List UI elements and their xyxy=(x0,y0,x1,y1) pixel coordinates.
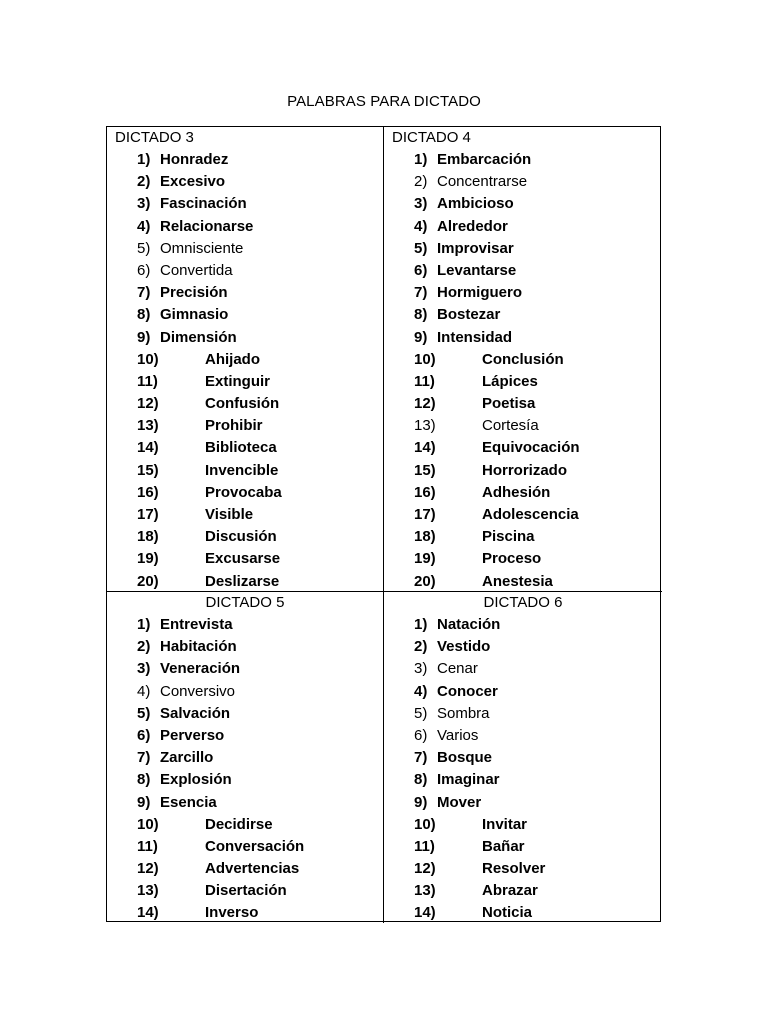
item-number: 7) xyxy=(414,284,428,302)
item-number: 5) xyxy=(137,239,151,257)
item-number: 13) xyxy=(137,882,159,900)
item-number: 16) xyxy=(137,483,159,501)
list-item xyxy=(107,548,383,570)
item-number: 10) xyxy=(414,815,436,833)
item-word: Proceso xyxy=(482,550,542,568)
item-number: 4) xyxy=(137,682,151,700)
item-number: 17) xyxy=(414,506,436,523)
item-word: Entrevista xyxy=(160,616,233,633)
item-number: 8) xyxy=(414,306,428,324)
item-word: Excusarse xyxy=(205,550,281,568)
list-item xyxy=(107,260,383,282)
item-word: Fascinación xyxy=(160,195,247,213)
item-number: 4) xyxy=(414,217,428,235)
list-item xyxy=(107,880,383,902)
item-number: 9) xyxy=(414,793,428,811)
list-item xyxy=(384,614,662,636)
list-item xyxy=(107,636,383,658)
item-number: 3) xyxy=(137,195,151,213)
item-word: Biblioteca xyxy=(205,439,277,457)
list-item xyxy=(107,681,383,703)
item-word: Varios xyxy=(437,726,479,744)
item-word: Confusión xyxy=(205,395,280,413)
item-number: 13) xyxy=(137,417,159,435)
item-word: Dimensión xyxy=(160,328,237,346)
item-word: Esencia xyxy=(160,793,217,811)
item-number: 15) xyxy=(414,461,436,479)
item-word: Poetisa xyxy=(482,395,536,413)
item-word: Embarcación xyxy=(437,151,532,168)
item-word: Salvación xyxy=(160,704,231,722)
list-item xyxy=(384,304,662,326)
list-item xyxy=(107,415,383,437)
item-number: 2) xyxy=(414,638,428,656)
dictado-6-header: DICTADO 6 xyxy=(483,594,563,611)
list-item xyxy=(107,371,383,393)
item-word: Convertida xyxy=(160,261,233,279)
dictado-6-list xyxy=(384,614,662,923)
list-item xyxy=(384,393,662,415)
item-number: 18) xyxy=(414,528,436,546)
item-number: 2) xyxy=(414,173,428,191)
list-item xyxy=(384,703,662,725)
list-item xyxy=(384,460,662,482)
item-number: 4) xyxy=(137,217,151,235)
list-item xyxy=(107,725,383,747)
list-item xyxy=(384,836,662,858)
item-word: Natación xyxy=(437,616,501,633)
list-item xyxy=(107,460,383,482)
list-item xyxy=(384,238,662,260)
item-number: 13) xyxy=(414,882,436,900)
dictado-4-list xyxy=(384,149,662,592)
item-word: Cenar xyxy=(437,660,478,678)
list-item xyxy=(107,836,383,858)
item-word: Equivocación xyxy=(482,439,580,457)
list-item xyxy=(384,880,662,902)
item-number: 19) xyxy=(414,550,436,568)
item-word: Vestido xyxy=(437,638,491,656)
item-number: 9) xyxy=(137,793,151,811)
item-word: Conversación xyxy=(205,837,305,855)
item-number: 9) xyxy=(414,328,428,346)
item-word: Conclusión xyxy=(482,350,564,368)
dictado-4-cell xyxy=(384,127,662,592)
item-number: 12) xyxy=(414,395,436,413)
dictado-5-header: DICTADO 5 xyxy=(205,594,285,611)
list-item xyxy=(107,171,383,193)
list-item xyxy=(384,282,662,304)
item-word: Habitación xyxy=(160,638,237,656)
list-item xyxy=(384,725,662,747)
item-number: 6) xyxy=(137,261,151,279)
item-number: 10) xyxy=(137,815,159,833)
item-number: 11) xyxy=(137,837,158,855)
item-word: Concentrarse xyxy=(437,173,528,191)
item-word: Provocaba xyxy=(205,483,282,501)
list-item xyxy=(107,792,383,814)
list-item xyxy=(384,636,662,658)
item-number: 6) xyxy=(414,726,428,744)
list-item xyxy=(107,238,383,260)
list-item xyxy=(107,216,383,238)
list-item xyxy=(107,769,383,791)
item-number: 5) xyxy=(414,239,428,257)
page-title: PALABRAS PARA DICTADO xyxy=(287,93,481,110)
dictado-3-header: DICTADO 3 xyxy=(115,129,194,146)
list-item xyxy=(384,149,662,171)
list-item xyxy=(107,482,383,504)
item-word: Disertación xyxy=(205,882,287,900)
item-number: 14) xyxy=(137,439,159,457)
list-item xyxy=(384,216,662,238)
list-item xyxy=(384,681,662,703)
item-word: Veneración xyxy=(160,660,241,678)
item-number: 10) xyxy=(137,350,159,368)
item-number: 13) xyxy=(414,417,436,435)
item-word: Levantarse xyxy=(437,261,517,279)
list-item xyxy=(107,437,383,459)
item-number: 20) xyxy=(414,572,436,590)
item-word: Horrorizado xyxy=(482,461,568,479)
item-number: 14) xyxy=(137,904,159,922)
list-item xyxy=(384,747,662,769)
list-item xyxy=(107,282,383,304)
item-word: Sombra xyxy=(437,704,490,722)
list-item xyxy=(107,304,383,326)
item-number: 1) xyxy=(414,616,428,633)
item-word: Omnisciente xyxy=(160,239,244,257)
item-word: Conversivo xyxy=(160,682,236,700)
list-item xyxy=(384,571,662,592)
list-item xyxy=(384,504,662,526)
item-number: 7) xyxy=(137,749,151,767)
list-item xyxy=(107,526,383,548)
item-number: 7) xyxy=(137,284,151,302)
list-item xyxy=(384,327,662,349)
item-word: Conocer xyxy=(437,682,498,700)
item-word: Adhesión xyxy=(482,483,551,501)
dictado-3-list xyxy=(107,149,383,592)
item-word: Excesivo xyxy=(160,173,226,191)
dictado-6-cell xyxy=(384,592,662,923)
item-word: Resolver xyxy=(482,860,546,878)
item-number: 3) xyxy=(137,660,151,678)
list-item xyxy=(384,171,662,193)
list-item xyxy=(107,614,383,636)
item-number: 18) xyxy=(137,528,159,546)
item-word: Lápices xyxy=(482,372,538,390)
item-number: 14) xyxy=(414,439,436,457)
list-item xyxy=(107,349,383,371)
list-item xyxy=(107,571,383,592)
list-item xyxy=(384,792,662,814)
list-item xyxy=(384,548,662,570)
item-word: Invencible xyxy=(205,461,279,479)
item-word: Imaginar xyxy=(437,771,500,789)
list-item xyxy=(384,349,662,371)
item-word: Ahijado xyxy=(205,350,260,368)
item-number: 2) xyxy=(137,638,151,656)
list-item xyxy=(384,858,662,880)
item-word: Abrazar xyxy=(482,882,538,900)
list-item xyxy=(384,769,662,791)
item-number: 3) xyxy=(414,660,428,678)
item-number: 1) xyxy=(137,616,151,633)
list-item xyxy=(384,658,662,680)
dictado-4-header: DICTADO 4 xyxy=(392,129,471,146)
item-number: 19) xyxy=(137,550,159,568)
item-word: Extinguir xyxy=(205,372,271,390)
item-number: 14) xyxy=(414,904,436,922)
item-number: 1) xyxy=(137,151,151,168)
item-number: 12) xyxy=(137,395,159,413)
item-word: Ambicioso xyxy=(437,195,514,213)
list-item xyxy=(107,814,383,836)
item-number: 3) xyxy=(414,195,428,213)
item-word: Deslizarse xyxy=(205,572,280,590)
item-number: 8) xyxy=(137,306,151,324)
item-word: Inverso xyxy=(205,904,259,922)
item-word: Hormiguero xyxy=(437,284,523,302)
item-number: 6) xyxy=(137,726,151,744)
list-item xyxy=(384,260,662,282)
list-item xyxy=(384,437,662,459)
item-word: Precisión xyxy=(160,284,228,302)
item-number: 8) xyxy=(137,771,151,789)
item-number: 5) xyxy=(137,704,151,722)
list-item xyxy=(107,393,383,415)
item-number: 15) xyxy=(137,461,159,479)
item-word: Decidirse xyxy=(205,815,273,833)
item-word: Prohibir xyxy=(205,417,263,435)
list-item xyxy=(384,902,662,923)
item-word: Alrededor xyxy=(437,217,508,235)
dictado-5-cell xyxy=(107,592,384,923)
item-number: 1) xyxy=(414,151,428,168)
item-number: 11) xyxy=(414,372,435,390)
item-number: 11) xyxy=(137,372,158,390)
item-word: Mover xyxy=(437,793,482,811)
list-item xyxy=(384,482,662,504)
item-number: 9) xyxy=(137,328,151,346)
item-word: Anestesia xyxy=(482,572,553,590)
item-word: Noticia xyxy=(482,904,533,922)
list-item xyxy=(107,858,383,880)
item-word: Bañar xyxy=(482,837,525,855)
item-number: 11) xyxy=(414,837,435,855)
item-number: 12) xyxy=(137,860,159,878)
list-item xyxy=(384,526,662,548)
item-number: 6) xyxy=(414,261,428,279)
item-word: Honradez xyxy=(160,151,229,168)
item-number: 17) xyxy=(137,506,159,523)
list-item xyxy=(107,658,383,680)
item-word: Improvisar xyxy=(437,239,514,257)
item-word: Discusión xyxy=(205,528,277,546)
list-item xyxy=(107,504,383,526)
list-item xyxy=(384,415,662,437)
dictado-5-list xyxy=(107,614,383,923)
list-item xyxy=(107,149,383,171)
item-word: Invitar xyxy=(482,815,528,833)
item-word: Piscina xyxy=(482,528,535,546)
item-number: 2) xyxy=(137,173,151,191)
item-number: 16) xyxy=(414,483,436,501)
item-word: Visible xyxy=(205,506,254,523)
list-item xyxy=(384,814,662,836)
item-word: Perverso xyxy=(160,726,225,744)
list-item xyxy=(107,747,383,769)
item-word: Explosión xyxy=(160,771,232,789)
list-item xyxy=(384,371,662,393)
list-item xyxy=(384,193,662,215)
item-word: Intensidad xyxy=(437,328,513,346)
dictado-3-cell xyxy=(107,127,384,592)
item-word: Bosque xyxy=(437,749,493,767)
item-number: 8) xyxy=(414,771,428,789)
list-item xyxy=(107,327,383,349)
item-number: 7) xyxy=(414,749,428,767)
item-number: 4) xyxy=(414,682,428,700)
item-word: Gimnasio xyxy=(160,306,229,324)
item-word: Advertencias xyxy=(205,860,300,878)
item-number: 5) xyxy=(414,704,428,722)
list-item xyxy=(107,193,383,215)
item-word: Cortesía xyxy=(482,417,539,435)
dictation-table xyxy=(106,126,661,922)
item-number: 20) xyxy=(137,572,159,590)
item-word: Relacionarse xyxy=(160,217,254,235)
item-number: 10) xyxy=(414,350,436,368)
list-item xyxy=(107,703,383,725)
item-number: 12) xyxy=(414,860,436,878)
item-word: Adolescencia xyxy=(482,506,579,523)
item-word: Bostezar xyxy=(437,306,501,324)
list-item xyxy=(107,902,383,923)
item-word: Zarcillo xyxy=(160,749,214,767)
